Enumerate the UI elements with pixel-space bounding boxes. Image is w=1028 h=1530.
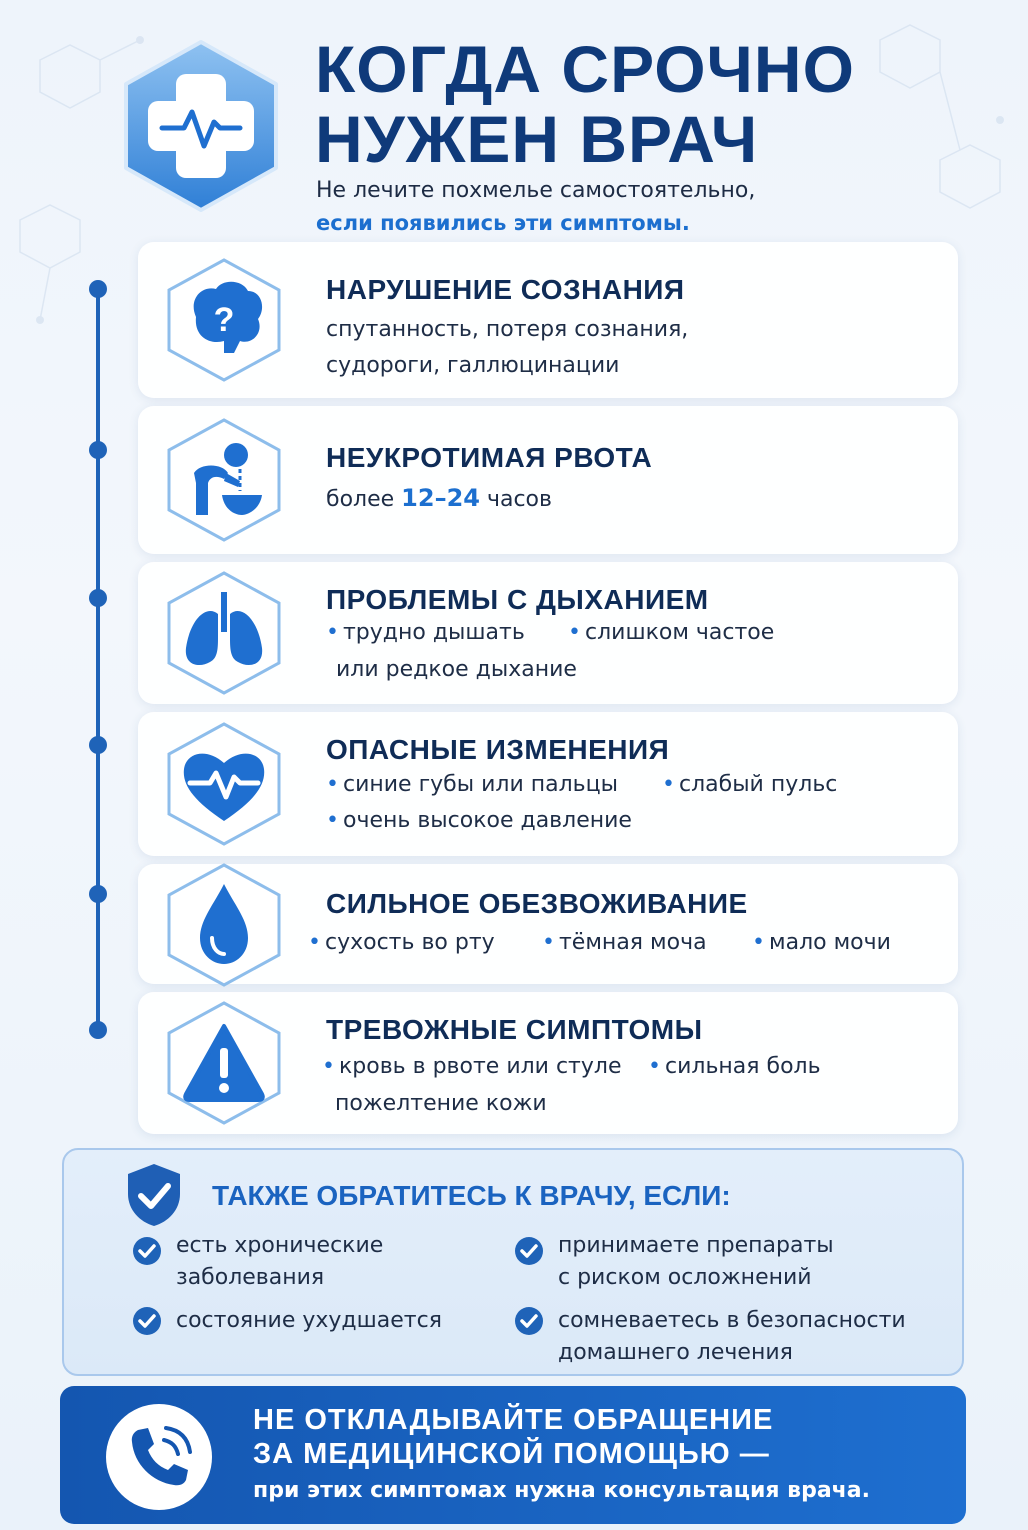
symptom-bullet: • тёмная моча xyxy=(542,930,707,955)
banner-subline: при этих симптомах нужна консультация врача. xyxy=(253,1478,870,1503)
check-circle-icon xyxy=(132,1236,162,1266)
symptom-bullet: • сухость во рту xyxy=(308,930,495,955)
timeline-dot xyxy=(89,441,107,459)
symptom-card-vomiting xyxy=(138,406,958,554)
symptom-bullet: • сильная боль xyxy=(648,1054,821,1079)
timeline-dot xyxy=(89,589,107,607)
also-item: сомневаетесь в безопасности домашнего лечения xyxy=(558,1308,906,1365)
heart-pulse-icon xyxy=(166,721,282,847)
duration-highlight: 12–24 xyxy=(401,484,480,512)
symptom-bullet: • очень высокое давление xyxy=(326,808,632,833)
check-circle-icon xyxy=(514,1236,544,1266)
also-item: состояние ухудшается xyxy=(176,1308,442,1333)
symptom-bullet: • трудно дышать xyxy=(326,620,525,645)
vomiting-person-icon xyxy=(166,417,282,543)
symptom-card-dangerous-changes xyxy=(138,712,958,856)
water-drop-icon xyxy=(166,862,282,988)
banner-headline: НЕ ОТКЛАДЫВАЙТЕ ОБРАЩЕНИЕ xyxy=(253,1404,774,1436)
duration-prefix: более xyxy=(326,487,395,512)
check-circle-icon xyxy=(514,1306,544,1336)
medical-cross-heartbeat-icon xyxy=(120,38,282,214)
card-text xyxy=(326,480,552,518)
card-text: судороги, галлюцинации xyxy=(326,353,620,378)
timeline-dot xyxy=(89,280,107,298)
svg-text:?: ? xyxy=(213,301,235,339)
symptom-bullet: • мало мочи xyxy=(752,930,891,955)
lungs-icon xyxy=(166,570,282,696)
shield-check-icon xyxy=(124,1162,184,1228)
symptom-card-consciousness xyxy=(138,242,958,398)
timeline-dot xyxy=(89,1021,107,1039)
timeline-line xyxy=(96,290,100,1030)
brain-question-icon xyxy=(166,257,282,383)
warning-triangle-icon xyxy=(166,1000,282,1126)
symptom-bullet: • слабый пульс xyxy=(662,772,837,797)
symptom-bullet: • синие губы или пальцы xyxy=(326,772,618,797)
timeline-dot xyxy=(89,736,107,754)
phone-call-icon xyxy=(124,1422,194,1492)
card-title: НАРУШЕНИЕ СОЗНАНИЯ xyxy=(326,274,685,305)
card-text: спутанность, потеря сознания, xyxy=(326,317,689,342)
symptom-card-breathing xyxy=(138,562,958,704)
symptom-bullet: • кровь в рвоте или стуле xyxy=(322,1054,622,1079)
symptom-bullet: • слишком частое xyxy=(568,620,774,645)
symptom-card-alarming xyxy=(138,992,958,1134)
card-title: ПРОБЛЕМЫ С ДЫХАНИЕМ xyxy=(326,584,709,615)
check-circle-icon xyxy=(132,1306,162,1336)
call-to-action-banner xyxy=(60,1386,966,1524)
card-title: СИЛЬНОЕ ОБЕЗВОЖИВАНИЕ xyxy=(326,888,748,919)
card-title: НЕУКРОТИМАЯ РВОТА xyxy=(326,442,653,473)
banner-headline: ЗА МЕДИЦИНСКОЙ ПОМОЩЬЮ — xyxy=(253,1438,770,1470)
card-text: пожелтение кожи xyxy=(335,1091,547,1116)
card-title: ОПАСНЫЕ ИЗМЕНЕНИЯ xyxy=(326,734,670,765)
page-title: КОГДА СРОЧНО НУЖЕН ВРАЧ xyxy=(315,32,855,176)
subtitle: Не лечите похмелье самостоятельно, xyxy=(316,178,756,203)
also-consult-section xyxy=(62,1148,964,1376)
also-item: есть хронические заболевания xyxy=(176,1233,384,1290)
timeline-dot xyxy=(89,885,107,903)
also-item: принимаете препараты с риском осложнений xyxy=(558,1233,834,1290)
subtitle-highlight: если появились эти симптомы. xyxy=(316,211,690,235)
card-text: или редкое дыхание xyxy=(336,657,577,682)
also-title: ТАКЖЕ ОБРАТИТЕСЬ К ВРАЧУ, ЕСЛИ: xyxy=(212,1180,731,1211)
card-title: ТРЕВОЖНЫЕ СИМПТОМЫ xyxy=(326,1014,703,1045)
phone-call-icon-circle xyxy=(106,1404,212,1510)
duration-suffix: часов xyxy=(486,487,552,512)
symptom-card-dehydration xyxy=(138,864,958,984)
